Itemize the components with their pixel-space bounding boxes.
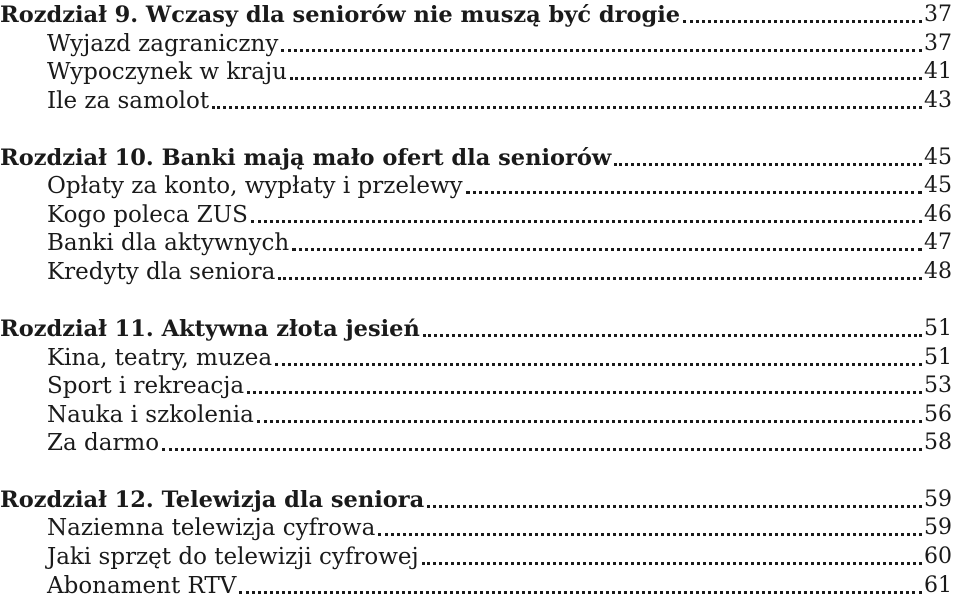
toc-page-number: 41	[924, 59, 952, 84]
toc-dot-leader	[423, 334, 922, 337]
toc-section-title: Ile za samolot	[47, 88, 210, 114]
toc-section-title: Wyjazd zagraniczny	[47, 31, 279, 57]
toc-dot-leader	[378, 533, 922, 536]
toc-section-row	[0, 514, 952, 542]
toc-section-title: Naziemna telewizja cyfrowa	[47, 515, 376, 541]
toc-section-title: Kredyty dla seniora	[47, 259, 276, 285]
toc-section-row	[0, 229, 952, 257]
toc-page-number: 45	[924, 173, 952, 198]
toc-chapter-row	[0, 144, 952, 172]
toc-section-title: Wypoczynek w kraju	[47, 59, 287, 85]
toc-dot-leader	[278, 277, 922, 280]
toc-dot-leader	[212, 106, 922, 109]
toc-page-number: 45	[924, 145, 952, 170]
toc-section-title: Kogo poleca ZUS	[47, 202, 248, 228]
toc-section-row	[0, 372, 952, 400]
toc-section-title: Sport i rekreacja	[47, 373, 245, 399]
toc-dot-leader	[422, 562, 922, 565]
toc-page-number: 60	[924, 544, 952, 569]
toc-dot-leader	[275, 363, 922, 366]
toc-section-row	[0, 30, 952, 58]
toc-section-row	[0, 87, 952, 115]
toc-dot-leader	[247, 391, 922, 394]
toc-section-title: Nauka i szkolenia	[47, 402, 254, 428]
toc-page-number: 59	[924, 487, 952, 512]
toc-page-number: 46	[924, 202, 952, 227]
toc-section-row	[0, 429, 952, 457]
toc-chapter-row	[0, 1, 952, 29]
toc-chapter-title: Rozdział 10. Banki mają mało ofert dla seniorów	[0, 145, 612, 171]
toc-dot-leader	[292, 248, 922, 251]
toc-section-row	[0, 58, 952, 86]
toc-section-title: Jaki sprzęt do telewizji cyfrowej	[47, 544, 419, 570]
toc-dot-leader	[257, 420, 922, 423]
toc-section-title: Kina, teatry, muzea	[47, 345, 273, 371]
toc-section-title: Banki dla aktywnych	[47, 230, 290, 256]
toc-dot-leader	[427, 505, 922, 508]
toc-section-title: Za darmo	[47, 430, 160, 456]
toc-page-number: 37	[924, 31, 952, 56]
toc-section-row	[0, 401, 952, 429]
toc-section-row	[0, 258, 952, 286]
toc-section-row	[0, 201, 952, 229]
toc-page-number: 53	[924, 373, 952, 398]
toc-section-row	[0, 543, 952, 571]
toc-page-number: 51	[924, 345, 952, 370]
toc-section-row	[0, 172, 952, 200]
toc-dot-leader	[466, 191, 922, 194]
toc-dot-leader	[281, 49, 922, 52]
toc-dot-leader	[162, 448, 922, 451]
toc-section-row	[0, 344, 952, 372]
toc-chapter-row	[0, 486, 952, 514]
toc-page-number: 48	[924, 259, 952, 284]
toc-page-number: 51	[924, 316, 952, 341]
toc-chapter-title: Rozdział 11. Aktywna złota jesień	[0, 316, 420, 342]
toc-page-number: 61	[924, 573, 952, 598]
toc-dot-leader	[239, 591, 922, 594]
toc-dot-leader	[290, 77, 922, 80]
toc-page-number: 59	[924, 515, 952, 540]
toc-chapter-row	[0, 315, 952, 343]
toc-page-number: 58	[924, 430, 952, 455]
toc-dot-leader	[614, 163, 922, 166]
toc-dot-leader	[683, 20, 922, 23]
toc-section-title: Abonament RTV	[47, 573, 237, 599]
toc-chapter-title: Rozdział 12. Telewizja dla seniora	[0, 487, 425, 513]
toc-page-number: 56	[924, 402, 952, 427]
toc-chapter-title: Rozdział 9. Wczasy dla seniorów nie muszą być drogie	[0, 2, 681, 28]
toc-page-number: 47	[924, 230, 952, 255]
toc-section-row	[0, 572, 952, 600]
toc-page-number: 37	[924, 2, 952, 27]
toc-dot-leader	[251, 220, 922, 223]
toc-page-number: 43	[924, 88, 952, 113]
toc-section-title: Opłaty za konto, wypłaty i przelewy	[47, 173, 463, 199]
